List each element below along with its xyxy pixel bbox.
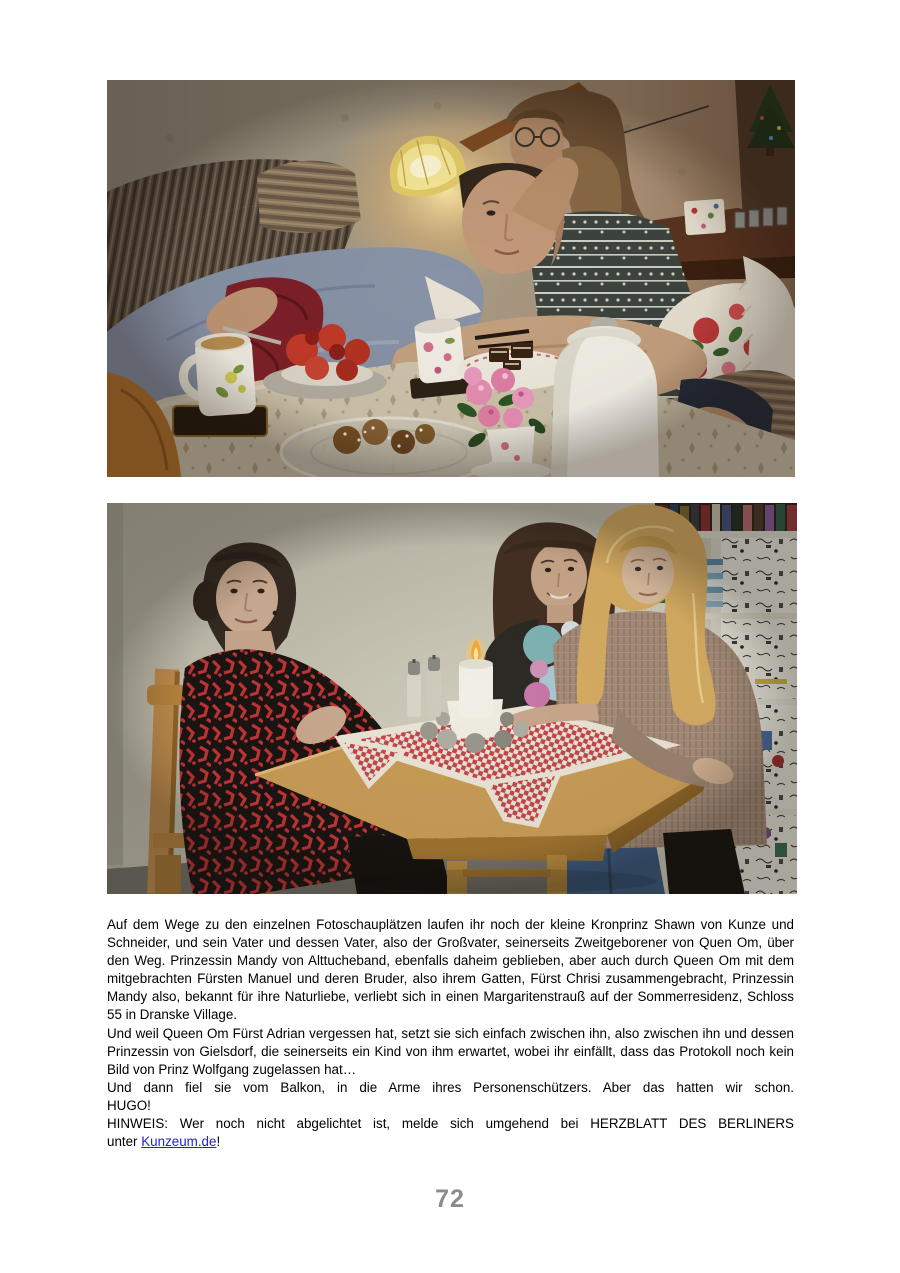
photo-vignette <box>107 80 795 477</box>
paragraph-4-line1: HINWEIS: Wer noch nicht abgelichtet ist, melde sich umgehend bei HERZBLATT DES BERLINERS <box>107 1116 794 1132</box>
article-text <box>107 916 794 1151</box>
link-suffix: ! <box>216 1134 221 1150</box>
photo2-illustration <box>107 503 797 894</box>
kunzeum-link[interactable]: Kunzeum.de <box>141 1134 217 1150</box>
paragraph-1: Auf dem Wege zu den einzelnen Fotoschauplätzen laufen ihr noch der kleine Kronprinz Shawn von Kunze und Schneider, und sein Vater und dessen Vater, also der Großvater, seinerseits Zweitgeborener von Quen Om, über den Weg. Prinzessin Mandy von Alttucheband, ebenfalls daheim geblieben, aber auch durch Queen Om mit dem mitgebrachten Fürsten Manuel und deren Bruder, also ihrem Gatten, Fürst Chrisi zusammengebracht, Prinzessin Mandy also, bekannt für ihre Naturliebe, verliebt sich in einen Margaritenstrauß auf der Sommerresidenz, Schloss 55 in Dranske Village. <box>107 917 794 1023</box>
photo-couch-scene <box>107 80 795 477</box>
link-prefix: unter <box>107 1134 142 1150</box>
photo-vignette <box>107 503 797 894</box>
paragraph-4-line2 <box>107 1133 794 1151</box>
photo1-illustration <box>107 80 795 477</box>
paragraph-3-line1: Und dann fiel sie vom Balkon, in die Arme ihres Personenschützers. Aber das hatten wir schon. <box>107 1079 794 1095</box>
paragraph-2: Und weil Queen Om Fürst Adrian vergessen hat, setzt sie sich einfach zwischen ihn, also zwischen ihn und dessen Prinzessin von Gielsdorf, die seinerseits ein Kind von ihm erwartet, wobei ihr einfällt, dass das Protokoll noch kein Bild von Prinz Wolfgang zugelassen hat… <box>107 1025 794 1077</box>
photo-table-scene <box>107 503 797 894</box>
paragraph-3-line2: HUGO! <box>107 1097 151 1113</box>
page-number: 72 <box>435 1185 465 1213</box>
